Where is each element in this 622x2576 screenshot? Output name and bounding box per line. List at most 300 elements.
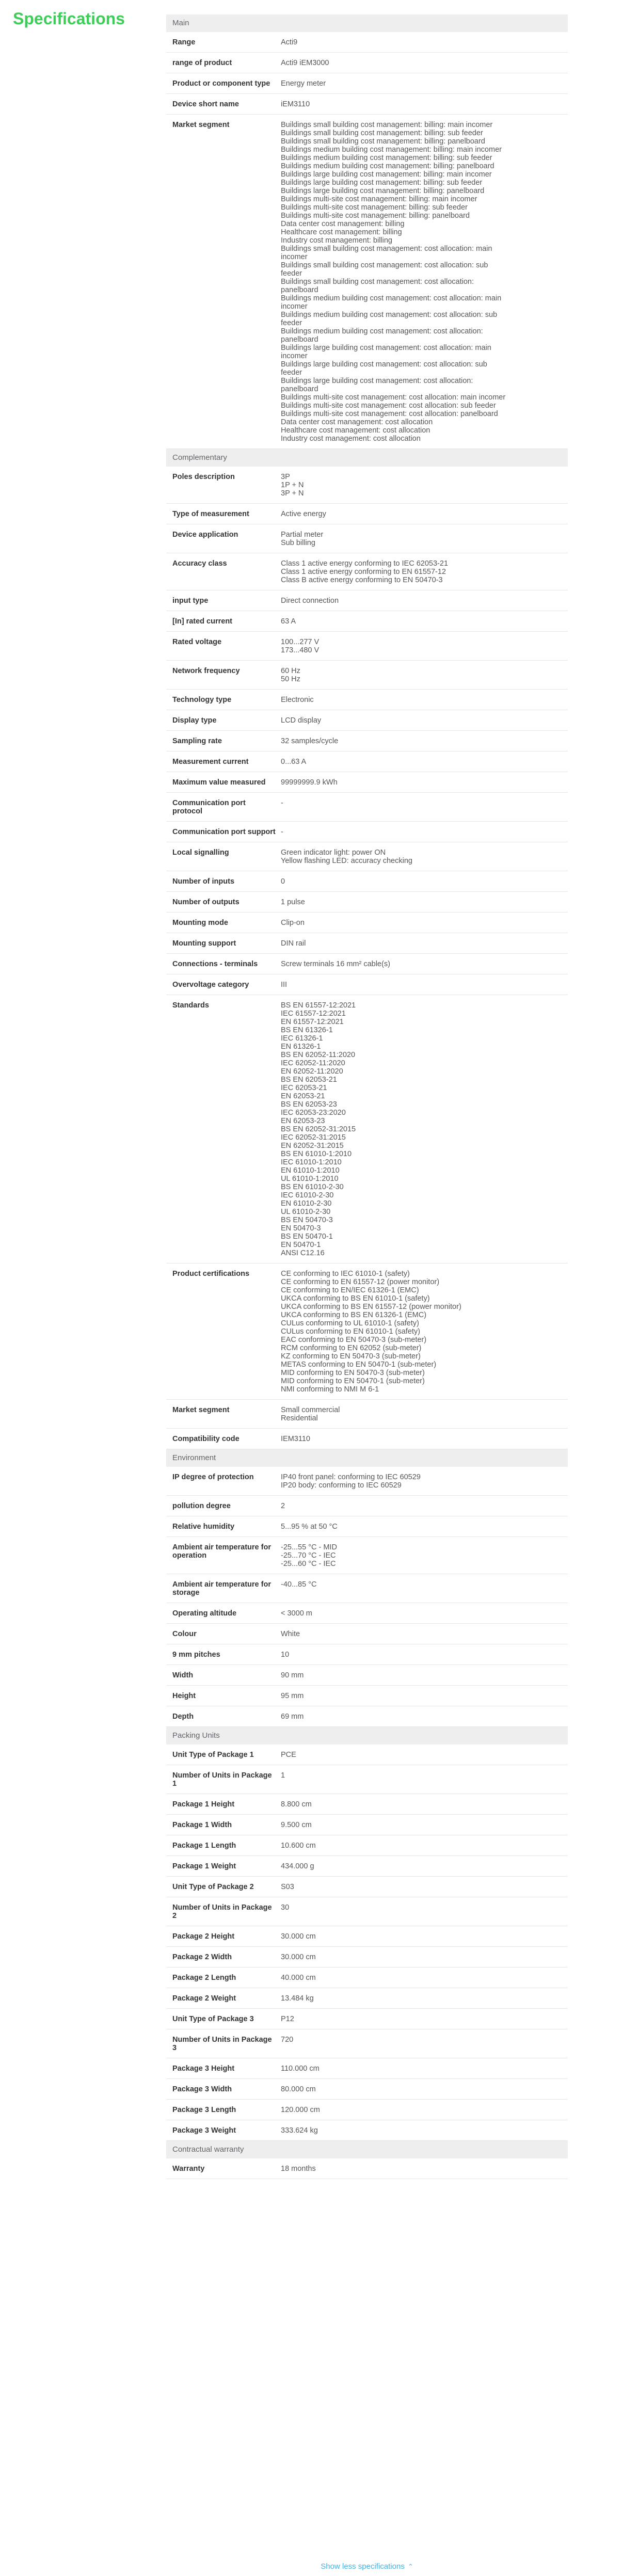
spec-label: Package 2 Width (172, 1953, 232, 1961)
spec-row (166, 1516, 568, 1537)
spec-value (281, 981, 568, 989)
spec-value-line: feeder (281, 369, 302, 377)
spec-row (166, 933, 568, 954)
spec-value-line: Buildings large building cost management: billing: sub feeder (281, 179, 483, 187)
spec-value-line: Buildings medium building cost management: billing: panelboard (281, 162, 495, 170)
spec-row (166, 772, 568, 793)
spec-value (281, 716, 568, 725)
chevron-up-icon: ⌃ (407, 2563, 413, 2570)
spec-label: Number of Units in Package 1 (172, 1771, 272, 1788)
spec-value (281, 1523, 568, 1531)
spec-value-line: BS EN 50470-3 (281, 1216, 333, 1224)
spec-value-line: Industry cost management: cost allocation (281, 435, 421, 443)
spec-value (281, 877, 568, 886)
spec-value-line: UL 61010-2-30 (281, 1208, 331, 1216)
spec-value-line: CE conforming to EN/IEC 61326-1 (EMC) (281, 1286, 419, 1294)
spec-value-line: 5...95 % at 50 °C (281, 1523, 338, 1531)
spec-value (281, 960, 568, 968)
spec-value-line: Buildings large building cost management: cost allocation: main (281, 344, 491, 352)
spec-label: Maximum value measured (172, 778, 266, 787)
spec-value (281, 1974, 568, 1982)
spec-label: Accuracy class (172, 559, 227, 568)
spec-value-line: Buildings multi-site cost management: billing: panelboard (281, 212, 470, 220)
spec-value (281, 2015, 568, 2023)
spec-value-line: EN 62052-11:2020 (281, 1067, 343, 1076)
spec-value-line: Direct connection (281, 597, 339, 605)
spec-value-line: - (281, 799, 283, 807)
spec-value-line: 30.000 cm (281, 1932, 316, 1941)
spec-value-line: Partial meter (281, 531, 324, 539)
spec-row (166, 2058, 568, 2079)
spec-value (281, 1903, 568, 1920)
spec-label: IP degree of protection (172, 1473, 254, 1481)
spec-value-line: Buildings multi-site cost management: billing: main incomer (281, 195, 477, 203)
spec-row (166, 871, 568, 892)
spec-value-line: 110.000 cm (281, 2065, 320, 2073)
spec-value (281, 1473, 568, 1490)
spec-label: Package 3 Height (172, 2065, 235, 2073)
spec-row (166, 2100, 568, 2120)
spec-label: Package 1 Weight (172, 1862, 236, 1870)
spec-value-line: Clip-on (281, 919, 305, 927)
spec-value-line: CE conforming to EN 61557-12 (power monitor) (281, 1278, 440, 1286)
spec-value (281, 1883, 568, 1891)
spec-value-line: 0...63 A (281, 758, 307, 766)
spec-value-line: -40...85 °C (281, 1580, 317, 1589)
spec-value-line: 69 mm (281, 1713, 304, 1721)
spec-value-line: IEC 61010-1:2010 (281, 1158, 342, 1166)
spec-label: Depth (172, 1713, 194, 1721)
spec-value-line: BS EN 62052-31:2015 (281, 1125, 356, 1133)
spec-value-line: 333.624 kg (281, 2126, 318, 2135)
spec-value-line: Screw terminals 16 mm² cable(s) (281, 960, 390, 968)
spec-value-line: 100...277 V (281, 638, 320, 646)
spec-label: Overvoltage category (172, 981, 249, 989)
spec-label: Package 1 Length (172, 1842, 236, 1850)
spec-value-line: EN 61010-1:2010 (281, 1166, 340, 1175)
spec-value-line: BS EN 62053-21 (281, 1076, 337, 1084)
spec-value-line: 50 Hz (281, 675, 300, 683)
spec-value (281, 510, 568, 518)
spec-value-line: feeder (281, 269, 302, 278)
spec-value-line: ANSI C12.16 (281, 1249, 325, 1257)
spec-row (166, 710, 568, 731)
spec-value-line: iEM3110 (281, 100, 310, 108)
spec-label: Ambient air temperature for storage (172, 1580, 271, 1597)
spec-label: Sampling rate (172, 737, 222, 745)
spec-row (166, 1947, 568, 1967)
spec-value (281, 2126, 568, 2135)
spec-value-line: Buildings small building cost management: billing: panelboard (281, 137, 485, 146)
spec-value-line: UKCA conforming to BS EN 61010-1 (safety) (281, 1294, 430, 1303)
spec-value-line: IEC 61557-12:2021 (281, 1010, 346, 1018)
spec-label: Number of inputs (172, 877, 235, 886)
spec-value (281, 1270, 568, 1394)
spec-row (166, 504, 568, 524)
spec-value (281, 1932, 568, 1941)
spec-value-line: 8.800 cm (281, 1800, 312, 1809)
spec-value-line: EN 61557-12:2021 (281, 1018, 344, 1026)
spec-value-line: IEM3110 (281, 1435, 310, 1443)
spec-value-line: 1 (281, 1771, 285, 1780)
spec-row (166, 690, 568, 710)
spec-row (166, 913, 568, 933)
spec-value-line: panelboard (281, 335, 318, 344)
spec-label: Device application (172, 531, 238, 539)
spec-value-line: CE conforming to IEC 61010-1 (safety) (281, 1270, 410, 1278)
spec-value-line: LCD display (281, 716, 322, 725)
spec-label: Rated voltage (172, 638, 222, 646)
spec-value (281, 597, 568, 605)
spec-row (166, 1877, 568, 1897)
spec-row (166, 2120, 568, 2141)
spec-value-line: Small commercial (281, 1406, 340, 1414)
spec-row (166, 1263, 568, 1400)
spec-label: Standards (172, 1001, 209, 1010)
spec-label: Display type (172, 716, 217, 725)
spec-label: Technology type (172, 696, 232, 704)
spec-value (281, 898, 568, 906)
spec-label: Compatibility code (172, 1435, 240, 1443)
spec-value (281, 696, 568, 704)
spec-label: Type of measurement (172, 510, 249, 518)
spec-value-line: EN 50470-1 (281, 1241, 321, 1249)
spec-value (281, 473, 568, 498)
spec-value-line: 720 (281, 2036, 294, 2044)
spec-row (166, 1794, 568, 1815)
spec-value-line: Buildings large building cost management: cost allocation: sub (281, 360, 487, 369)
spec-row (166, 32, 568, 53)
spec-value-line: EN 61326-1 (281, 1043, 321, 1051)
spec-value (281, 778, 568, 787)
spec-label: Colour (172, 1630, 197, 1638)
specifications-table (166, 14, 568, 2179)
spec-row (166, 974, 568, 995)
spec-row (166, 1706, 568, 1727)
spec-label: Measurement current (172, 758, 249, 766)
spec-value-line: IP20 body: conforming to IEC 60529 (281, 1481, 402, 1490)
spec-value-line: Buildings multi-site cost management: cost allocation: main incomer (281, 393, 506, 402)
spec-value-line: Buildings small building cost management: cost allocation: (281, 278, 474, 286)
spec-value-line: Class B active energy conforming to EN 50470-3 (281, 576, 443, 584)
spec-row (166, 822, 568, 842)
spec-value (281, 531, 568, 547)
spec-value-line: IEC 61326-1 (281, 1034, 323, 1043)
spec-value-line: 173...480 V (281, 646, 320, 654)
spec-value (281, 1862, 568, 1870)
spec-value (281, 799, 568, 815)
spec-label: Product certifications (172, 1270, 250, 1278)
spec-value-line: Buildings multi-site cost management: cost allocation: sub feeder (281, 402, 496, 410)
spec-value (281, 1001, 568, 1257)
spec-label: Unit Type of Package 3 (172, 2015, 254, 2023)
section-header: Environment (166, 1449, 568, 1467)
spec-value-line: Class 1 active energy conforming to IEC 62053-21 (281, 559, 449, 568)
spec-value-line: 3P (281, 473, 290, 481)
spec-row (166, 995, 568, 1263)
spec-value-line: Yellow flashing LED: accuracy checking (281, 857, 412, 865)
spec-value-line: 30.000 cm (281, 1953, 316, 1961)
spec-value-line: Buildings multi-site cost management: cost allocation: panelboard (281, 410, 498, 418)
spec-label: Communication port protocol (172, 799, 246, 815)
spec-value-line: S03 (281, 1883, 294, 1891)
spec-value-line: Energy meter (281, 79, 326, 88)
spec-value-line: Acti9 iEM3000 (281, 59, 329, 67)
spec-value-line: 40.000 cm (281, 1974, 316, 1982)
spec-value (281, 1671, 568, 1679)
spec-value-line: feeder (281, 319, 302, 327)
spec-label: Product or component type (172, 79, 270, 88)
spec-value (281, 1821, 568, 1829)
spec-value (281, 828, 568, 836)
spec-value-line: DIN rail (281, 939, 306, 948)
spec-value (281, 1800, 568, 1809)
spec-label: Network frequency (172, 667, 240, 675)
spec-value-line: Buildings medium building cost management: billing: main incomer (281, 146, 502, 154)
spec-row (166, 1897, 568, 1926)
spec-value-line: Acti9 (281, 38, 298, 46)
spec-value-line: 1 pulse (281, 898, 305, 906)
spec-value-line: Buildings large building cost management: cost allocation: (281, 377, 473, 385)
spec-label: pollution degree (172, 1502, 231, 1510)
spec-value-line: panelboard (281, 385, 318, 393)
spec-value-line: EN 62053-23 (281, 1117, 325, 1125)
spec-value-line: BS EN 62052-11:2020 (281, 1051, 356, 1059)
spec-value-line: EN 61010-2-30 (281, 1199, 332, 1208)
spec-value (281, 849, 568, 865)
spec-row (166, 2079, 568, 2100)
spec-value (281, 1406, 568, 1422)
spec-row (166, 611, 568, 632)
spec-value-line: - (281, 828, 283, 836)
spec-value-line: Buildings large building cost management: billing: main incomer (281, 170, 492, 179)
spec-value-line: 0 (281, 877, 285, 886)
spec-value (281, 1771, 568, 1788)
spec-label: Height (172, 1692, 196, 1700)
spec-row (166, 2158, 568, 2179)
spec-label: Poles description (172, 473, 235, 481)
spec-value (281, 1713, 568, 1721)
section-header: Main (166, 14, 568, 32)
spec-row (166, 1537, 568, 1574)
spec-row (166, 1400, 568, 1429)
spec-label: Communication port support (172, 828, 276, 836)
spec-value (281, 638, 568, 654)
spec-value-line: 2 (281, 1502, 285, 1510)
spec-value-line: IP40 front panel: conforming to IEC 60529 (281, 1473, 421, 1481)
spec-value-line: MID conforming to EN 50470-1 (sub-meter) (281, 1377, 425, 1385)
spec-value-line: 99999999.9 kWh (281, 778, 338, 787)
spec-value-line: -25...70 °C - IEC (281, 1551, 336, 1560)
spec-value (281, 559, 568, 584)
spec-value (281, 2106, 568, 2114)
spec-value (281, 1651, 568, 1659)
spec-value-line: Buildings small building cost management: cost allocation: main (281, 245, 492, 253)
spec-value (281, 100, 568, 108)
spec-row (166, 2029, 568, 2058)
spec-value-line: -25...55 °C - MID (281, 1543, 337, 1551)
spec-value-line: 63 A (281, 617, 296, 626)
spec-row (166, 1496, 568, 1516)
spec-value (281, 2165, 568, 2173)
spec-value-line: BS EN 50470-1 (281, 1233, 333, 1241)
spec-value-line: Data center cost management: cost allocation (281, 418, 433, 426)
spec-row (166, 842, 568, 871)
spec-row (166, 590, 568, 611)
spec-label: Market segment (172, 1406, 230, 1414)
spec-label: Warranty (172, 2165, 205, 2173)
spec-label: Market segment (172, 121, 230, 129)
spec-value-line: 90 mm (281, 1671, 304, 1679)
spec-label: range of product (172, 59, 232, 67)
spec-value (281, 667, 568, 683)
spec-value-line: EN 62053-21 (281, 1092, 325, 1100)
spec-value-line: CULus conforming to UL 61010-1 (safety) (281, 1319, 419, 1327)
spec-value-line: panelboard (281, 286, 318, 294)
spec-value-line: EAC conforming to EN 50470-3 (sub-meter) (281, 1336, 427, 1344)
show-less-specifications-link[interactable] (166, 2562, 568, 2571)
spec-label: Ambient air temperature for operation (172, 1543, 271, 1560)
spec-value-line: 95 mm (281, 1692, 304, 1700)
spec-value-line: Active energy (281, 510, 326, 518)
spec-value (281, 1502, 568, 1510)
spec-value (281, 1609, 568, 1618)
spec-value-line: 30 (281, 1903, 290, 1912)
spec-label: Relative humidity (172, 1523, 235, 1531)
spec-value (281, 2065, 568, 2073)
spec-value-line: Buildings small building cost management: billing: main incomer (281, 121, 493, 129)
spec-value (281, 2036, 568, 2052)
spec-value-line: Green indicator light: power ON (281, 849, 386, 857)
spec-label: Package 1 Width (172, 1821, 232, 1829)
spec-label: Number of Units in Package 3 (172, 2036, 272, 2052)
spec-row (166, 1603, 568, 1624)
spec-label: Package 2 Weight (172, 1994, 236, 2003)
spec-row (166, 1856, 568, 1877)
spec-row (166, 467, 568, 504)
spec-label: [In] rated current (172, 617, 233, 626)
spec-label: Connections - terminals (172, 960, 258, 968)
spec-value-line: PCE (281, 1751, 296, 1759)
spec-value (281, 919, 568, 927)
spec-label: Package 3 Width (172, 2085, 232, 2093)
spec-value (281, 1543, 568, 1568)
spec-label: 9 mm pitches (172, 1651, 220, 1659)
spec-row (166, 115, 568, 449)
spec-row (166, 954, 568, 974)
spec-row (166, 1745, 568, 1765)
page-title: Specifications (13, 9, 125, 28)
section-header: Packing Units (166, 1727, 568, 1745)
spec-row (166, 1665, 568, 1686)
spec-value-line: Buildings large building cost management: billing: panelboard (281, 187, 485, 195)
spec-value-line: UL 61010-1:2010 (281, 1175, 339, 1183)
spec-label: Mounting mode (172, 919, 228, 927)
spec-value (281, 758, 568, 766)
spec-value-line: 3P + N (281, 489, 304, 498)
spec-value (281, 1842, 568, 1850)
spec-row (166, 1815, 568, 1835)
spec-value (281, 939, 568, 948)
spec-row (166, 1429, 568, 1449)
spec-value-line: IEC 62052-31:2015 (281, 1133, 346, 1142)
spec-row (166, 632, 568, 661)
spec-value (281, 1692, 568, 1700)
spec-value-line: Healthcare cost management: billing (281, 228, 402, 236)
spec-value-line: Buildings small building cost management: billing: sub feeder (281, 129, 483, 137)
spec-row (166, 751, 568, 772)
section-header: Complementary (166, 449, 568, 467)
spec-value (281, 1580, 568, 1597)
spec-value-line: MID conforming to EN 50470-3 (sub-meter) (281, 1369, 425, 1377)
spec-value-line: Class 1 active energy conforming to EN 61557-12 (281, 568, 446, 576)
spec-label: Local signalling (172, 849, 229, 857)
spec-value-line: IEC 62053-23:2020 (281, 1109, 346, 1117)
spec-value-line: Data center cost management: billing (281, 220, 405, 228)
spec-value-line: P12 (281, 2015, 294, 2023)
spec-value-line: EN 62052-31:2015 (281, 1142, 344, 1150)
spec-label: Width (172, 1671, 194, 1679)
spec-value-line: incomer (281, 352, 308, 360)
spec-value (281, 617, 568, 626)
spec-value-line: UKCA conforming to BS EN 61326-1 (EMC) (281, 1311, 427, 1319)
spec-value-line: Buildings medium building cost management: billing: sub feeder (281, 154, 492, 162)
spec-value (281, 38, 568, 46)
spec-value-line: 18 months (281, 2165, 316, 2173)
spec-value-line: 32 samples/cycle (281, 737, 339, 745)
spec-row (166, 1835, 568, 1856)
spec-row (166, 1624, 568, 1644)
spec-row (166, 1967, 568, 1988)
spec-value-line: BS EN 61326-1 (281, 1026, 333, 1034)
spec-value-line: Buildings multi-site cost management: billing: sub feeder (281, 203, 468, 212)
spec-value-line: 80.000 cm (281, 2085, 316, 2093)
spec-row (166, 1926, 568, 1947)
spec-value-line: 60 Hz (281, 667, 300, 675)
spec-value-line: III (281, 981, 288, 989)
spec-value-line: BS EN 61010-2-30 (281, 1183, 344, 1191)
spec-value (281, 1435, 568, 1443)
spec-value-line: White (281, 1630, 300, 1638)
spec-value-line: Healthcare cost management: cost allocation (281, 426, 430, 435)
spec-value-line: 10 (281, 1651, 290, 1659)
spec-value-line: 120.000 cm (281, 2106, 320, 2114)
section-header: Contractual warranty (166, 2141, 568, 2158)
spec-value-line: < 3000 m (281, 1609, 312, 1618)
spec-value (281, 1953, 568, 1961)
spec-value-line: UKCA conforming to BS EN 61557-12 (power monitor) (281, 1303, 461, 1311)
spec-label: Unit Type of Package 2 (172, 1883, 254, 1891)
spec-value-line: IEC 61010-2-30 (281, 1191, 334, 1199)
spec-label: Number of outputs (172, 898, 240, 906)
spec-row (166, 661, 568, 690)
spec-row (166, 731, 568, 751)
spec-row (166, 1765, 568, 1794)
spec-value-line: Residential (281, 1414, 318, 1422)
spec-value-line: BS EN 62053-23 (281, 1100, 337, 1109)
spec-row (166, 94, 568, 115)
spec-value-line: 13.484 kg (281, 1994, 314, 2003)
spec-value-line: incomer (281, 253, 308, 261)
spec-value-line: Sub billing (281, 539, 315, 547)
spec-value-line: NMI conforming to NMI M 6-1 (281, 1385, 379, 1394)
spec-value-line: Buildings small building cost management: cost allocation: sub (281, 261, 488, 269)
spec-value-line: IEC 62052-11:2020 (281, 1059, 345, 1067)
spec-label: Number of Units in Package 2 (172, 1903, 272, 1920)
spec-value (281, 1994, 568, 2003)
spec-value (281, 737, 568, 745)
spec-value-line: Industry cost management: billing (281, 236, 392, 245)
